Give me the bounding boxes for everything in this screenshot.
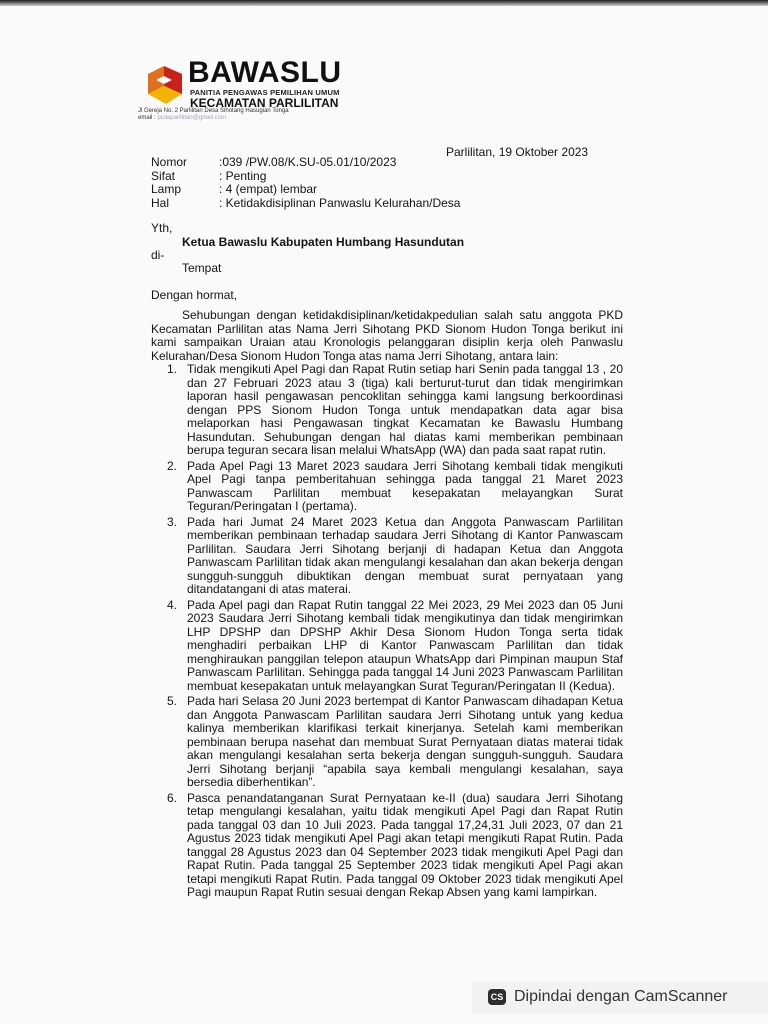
letterhead (138, 56, 382, 122)
meta-value: : Penting (219, 168, 267, 183)
list-item-text: Pada hari Jumat 24 Maret 2023 Ketua dan Anggota Panwascam Parlilitan memberikan pembinaan terhadap saudara Jerri Sihotang di Kantor Panwascam Parlilitan. Saudara Jerri Sihotang berjanji di hadapan Ketua dan Anggota Panwascam Parlilitan tidak akan mengulangi kesalahan dan akan bekerja dengan sungguh-sungguh dibuktikan dengan membuat surat pernyataan yang ditandatangani di atas materai. (187, 514, 623, 596)
list-item (151, 792, 623, 900)
recipient-di: di- (151, 248, 165, 262)
list-item-number: 5. (167, 694, 178, 708)
meta-label: Hal (151, 195, 170, 210)
letter-body (151, 309, 623, 902)
list-item (151, 599, 623, 694)
meta-row-nomor (151, 156, 460, 170)
list-item-number: 6. (167, 790, 178, 805)
meta-label: Lamp (151, 182, 182, 196)
letter-meta (151, 156, 460, 210)
list-item-text: Pada Apel Pagi 13 Maret 2023 saudara Jerri Sihotang kembali tidak mengikuti Apel Pagi tanpa pemberitahuan sehingga pada tanggal 21 Maret 2023 Panwascam Parlilitan membuat kesepakatan melayangkan Surat Teguran/Peringatan I (pertama). (187, 458, 623, 513)
list-item-number: 1. (167, 362, 178, 376)
camscanner-icon: CS (488, 989, 506, 1005)
list-item-text: Tidak mengikuti Apel Pagi dan Rapat Rutin setiap hari Senin pada tanggal 13 , 20 dan 27 Februari 2023 atau 3 (tiga) kali berturut-turut dan tidak mengirimkan laporan hasil pengawasan pencoklitan sehingga kami langsung berkoordinasi dengan PPS Sionom Hudon Tonga untuk mendapatkan data agar bisa melaporkan hasi Pengawasan tingkat Kecamatan ke Bawaslu Humbang Hasundutan. Sehubungan dengan hal diatas kami memberikan pembinaan berupa teguran secara lisan melalui WhatsApp (WA) dan pada saat rapat rutin. (187, 362, 623, 457)
org-district: KECAMATAN PARLILITAN (190, 96, 339, 110)
list-item-number: 4. (167, 597, 178, 612)
meta-label: Sifat (151, 168, 176, 183)
list-item (151, 516, 623, 597)
list-item (151, 460, 623, 514)
chronology-list (151, 363, 623, 900)
org-name: BAWASLU (188, 56, 342, 89)
email-label: email : (138, 115, 156, 121)
meta-row-lamp (151, 183, 460, 197)
intro-paragraph: Sehubungan dengan ketidakdisiplinan/ketidakpedulian salah satu anggota PKD Kecamatan Parlilitan atas Nama Jerri Sihotang PKD Sionom Hudon Tonga berikut ini kami sampaikan Uraian atau Kronologis pelanggaran disiplin kerja oleh Panwaslu Kelurahan/Desa Sionom Hudon Tonga atas nama Jerri Sihotang, antara lain: (151, 308, 623, 363)
meta-row-hal (151, 197, 460, 211)
list-item-number: 3. (167, 514, 178, 529)
recipient-place: Tempat (182, 261, 222, 275)
letter-date: Parlilitan, 19 Oktober 2023 (446, 145, 589, 159)
list-item (151, 363, 623, 458)
camscanner-watermark (472, 982, 768, 1014)
meta-value: : 4 (empat) lembar (219, 182, 318, 196)
email-value: pcdaparlilitan@gmail.com (157, 115, 227, 121)
camscanner-text: Dipindai dengan CamScanner (514, 988, 728, 1005)
recipient-yth: Yth, (151, 221, 173, 235)
list-item (151, 695, 623, 790)
list-item-text: Pada hari Selasa 20 Juni 2023 bertempat di Kantor Panwascam dihadapan Ketua dan Anggota Panwascam Parlilitan saudara Jerri Sihotang untuk yang kedua kalinya memberikan klarifikasi terkait kinerjanya. Setelah kami memberikan pembinaan berupa nasehat dan membuat Surat Pernyataan diatas materai tidak akan mengulangi kesalahan serta bekerja dengan sungguh-sungguh. Saudara Jerri Sihotang berjanji “apabila saya kembali mengulangi kesalahan, saya bersedia diberhentikan”. (187, 694, 623, 789)
list-item-number: 2. (167, 458, 178, 473)
meta-row-sifat (151, 170, 460, 184)
bawaslu-logo-icon (142, 60, 190, 108)
meta-value: :039 /PW.08/K.SU-05.01/10/2023 (219, 155, 397, 169)
meta-value: : Ketidakdisiplinan Panwaslu Kelurahan/Desa (219, 195, 461, 210)
recipient-name: Ketua Bawaslu Kabupaten Humbang Hasundutan (182, 235, 465, 249)
org-email (138, 115, 226, 121)
list-item-text: Pasca penandatanganan Surat Pernyataan ke-II (dua) saudara Jerri Sihotang tetap mengulangi kesalahan, yaitu tidak mengikuti Apel Pagi dan Rapat Rutin pada tanggal 03 dan 10 Juli 2023. Pada tanggal 17,24,31 Juli 2023, 07 dan 21 Agustus 2023 tidak mengikuti Apel Pagi akan tetapi mengikuti Rapat Rutin. Pada tanggal 28 Agustus 2023 dan 04 September 2023 tidak mengikuti Apel Pagi dan Rapat Rutin. Pada tanggal 25 September 2023 tidak mengikuti Apel Pagi akan tetapi mengikuti Rapat Rutin. Pada tanggal 09 Oktober 2023 tidak mengikuti Apel Pagi maupun Rapat Rutin sesuai dengan Rekap Absen yang kami lampirkan. (187, 790, 623, 899)
org-address: Jl Gereja No. 2 Parlilitan Desa Sihotang Hasugian Tonga (138, 108, 289, 114)
list-item-text: Pada Apel pagi dan Rapat Rutin tanggal 22 Mei 2023, 29 Mei 2023 dan 05 Juni 2023 Saudara Jerri Sihotang kembali tidak mengikutinya dan tidak mengirimkan LHP DPSHP dan DPSHP Akhir Desa Sionom Hudon Tonga serta tidak menghadiri perbaikan LHP di Kantor Panwascam Parlilitan dan tidak menghiraukan panggilan telepon ataupun WhatsApp dari Pimpinan maupun Staf Panwascam Parlilitan. Sehingga pada tanggal 14 Juni 2023 Panwascam Parlilitan membuat kesepakatan untuk melayangkan Surat Teguran/Peringatan II (Kedua). (187, 597, 623, 693)
salutation: Dengan hormat, (151, 288, 238, 302)
org-subtitle: PANITIA PENGAWAS PEMILIHAN UMUM (190, 88, 340, 97)
meta-label: Nomor (151, 155, 188, 169)
